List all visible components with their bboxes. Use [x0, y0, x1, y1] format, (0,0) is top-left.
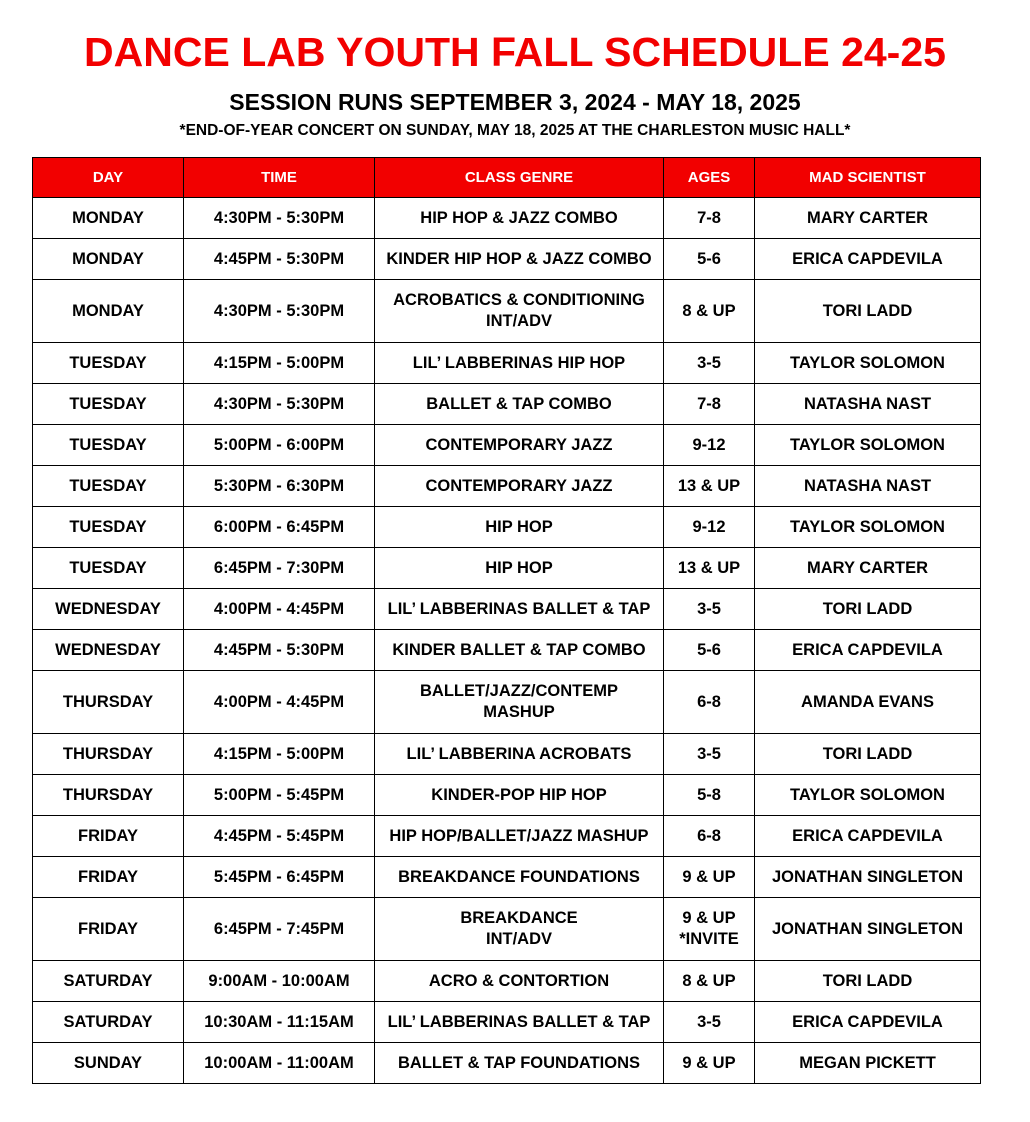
ages-cell-line: 3-5	[697, 599, 721, 618]
time-cell: 5:00PM - 5:45PM	[184, 775, 375, 816]
mad-scientist-cell: NATASHA NAST	[755, 384, 981, 425]
table-row	[33, 507, 981, 548]
mad-scientist-cell: TAYLOR SOLOMON	[755, 507, 981, 548]
day-cell: TUESDAY	[33, 548, 184, 589]
day-cell: TUESDAY	[33, 466, 184, 507]
class-genre-cell	[375, 1043, 664, 1084]
ages-cell	[664, 384, 755, 425]
ages-cell-line: 8 & UP	[682, 301, 736, 320]
class-genre-cell	[375, 589, 664, 630]
class-genre-cell-line: LIL’ LABBERINAS HIP HOP	[412, 353, 626, 372]
day-cell: FRIDAY	[33, 898, 184, 961]
time-cell: 4:45PM - 5:45PM	[184, 816, 375, 857]
time-cell: 4:45PM - 5:30PM	[184, 630, 375, 671]
table-header-row	[33, 158, 981, 198]
ages-cell	[664, 816, 755, 857]
ages-cell	[664, 280, 755, 343]
mad-scientist-cell: TORI LADD	[755, 734, 981, 775]
table-row	[33, 280, 981, 343]
class-genre-cell	[375, 548, 664, 589]
column-header-class-genre: CLASS GENRE	[375, 158, 664, 198]
day-cell: MONDAY	[33, 280, 184, 343]
ages-cell-line: 9-12	[692, 517, 726, 536]
class-genre-cell	[375, 734, 664, 775]
time-cell: 4:30PM - 5:30PM	[184, 198, 375, 239]
ages-cell	[664, 734, 755, 775]
class-genre-cell-line: MASHUP	[483, 703, 555, 721]
session-dates: SESSION RUNS SEPTEMBER 3, 2024 - MAY 18, 2025	[229, 89, 801, 115]
table-row	[33, 198, 981, 239]
mad-scientist-cell: MARY CARTER	[755, 548, 981, 589]
mad-scientist-cell: ERICA CAPDEVILA	[755, 816, 981, 857]
class-genre-cell	[375, 671, 664, 734]
table-row	[33, 466, 981, 507]
mad-scientist-cell: JONATHAN SINGLETON	[755, 898, 981, 961]
ages-cell-line: 7-8	[697, 394, 721, 413]
ages-cell	[664, 466, 755, 507]
class-genre-cell-line: KINDER HIP HOP & JAZZ COMBO	[386, 249, 652, 268]
class-genre-cell-line: ACRO & CONTORTION	[428, 971, 610, 990]
class-genre-cell	[375, 466, 664, 507]
day-cell: WEDNESDAY	[33, 630, 184, 671]
ages-cell	[664, 1002, 755, 1043]
mad-scientist-cell: TORI LADD	[755, 589, 981, 630]
time-cell: 4:30PM - 5:30PM	[184, 384, 375, 425]
class-genre-cell	[375, 343, 664, 384]
ages-cell	[664, 898, 755, 961]
time-cell: 5:45PM - 6:45PM	[184, 857, 375, 898]
time-cell: 10:30AM - 11:15AM	[184, 1002, 375, 1043]
ages-cell	[664, 630, 755, 671]
mad-scientist-cell: NATASHA NAST	[755, 466, 981, 507]
class-genre-cell	[375, 425, 664, 466]
mad-scientist-cell: JONATHAN SINGLETON	[755, 857, 981, 898]
mad-scientist-cell: MEGAN PICKETT	[755, 1043, 981, 1084]
class-genre-cell-line: KINDER BALLET & TAP COMBO	[392, 640, 646, 659]
class-genre-cell-line: HIP HOP & JAZZ COMBO	[420, 208, 618, 227]
day-cell: SATURDAY	[33, 1002, 184, 1043]
column-header-time: TIME	[184, 158, 375, 198]
time-cell: 4:15PM - 5:00PM	[184, 734, 375, 775]
table-row	[33, 1043, 981, 1084]
day-cell: TUESDAY	[33, 384, 184, 425]
ages-cell	[664, 239, 755, 280]
class-genre-cell-line: LIL’ LABBERINAS BALLET & TAP	[387, 1012, 651, 1031]
class-genre-cell-line: BALLET & TAP FOUNDATIONS	[398, 1053, 640, 1072]
table-row	[33, 239, 981, 280]
day-cell: THURSDAY	[33, 671, 184, 734]
table-row	[33, 343, 981, 384]
time-cell: 6:45PM - 7:30PM	[184, 548, 375, 589]
time-cell: 4:00PM - 4:45PM	[184, 671, 375, 734]
column-header-ages: AGES	[664, 158, 755, 198]
table-row	[33, 775, 981, 816]
time-cell: 4:15PM - 5:00PM	[184, 343, 375, 384]
time-cell: 5:00PM - 6:00PM	[184, 425, 375, 466]
table-row	[33, 548, 981, 589]
day-cell: MONDAY	[33, 198, 184, 239]
time-cell: 10:00AM - 11:00AM	[184, 1043, 375, 1084]
class-genre-cell-line: KINDER-POP HIP HOP	[431, 785, 607, 804]
table-row	[33, 384, 981, 425]
ages-cell-line: 9-12	[692, 435, 726, 454]
ages-cell	[664, 1043, 755, 1084]
day-cell: THURSDAY	[33, 734, 184, 775]
ages-cell-line: 5-6	[697, 640, 721, 659]
page-title: DANCE LAB YOUTH FALL SCHEDULE 24-25	[84, 29, 946, 75]
class-genre-cell	[375, 630, 664, 671]
table-row	[33, 961, 981, 1002]
class-genre-cell-line: HIP HOP	[485, 558, 553, 577]
class-genre-cell-line: HIP HOP	[485, 517, 553, 536]
day-cell: TUESDAY	[33, 507, 184, 548]
day-cell: THURSDAY	[33, 775, 184, 816]
ages-cell	[664, 589, 755, 630]
mad-scientist-cell: ERICA CAPDEVILA	[755, 630, 981, 671]
table-row	[33, 630, 981, 671]
ages-cell-line: 7-8	[697, 208, 721, 227]
day-cell: SUNDAY	[33, 1043, 184, 1084]
day-cell: WEDNESDAY	[33, 589, 184, 630]
mad-scientist-cell: ERICA CAPDEVILA	[755, 239, 981, 280]
class-genre-cell-line: BALLET & TAP COMBO	[426, 394, 612, 413]
schedule-body	[33, 198, 981, 1084]
concert-note: *END-OF-YEAR CONCERT ON SUNDAY, MAY 18, 2025 AT THE CHARLESTON MUSIC HALL*	[179, 122, 851, 139]
table-row	[33, 734, 981, 775]
class-genre-cell	[375, 198, 664, 239]
class-genre-cell	[375, 775, 664, 816]
ages-cell-line: 9 & UP	[682, 909, 736, 927]
day-cell: FRIDAY	[33, 816, 184, 857]
ages-cell-line: 9 & UP	[682, 867, 736, 886]
ages-cell	[664, 857, 755, 898]
class-genre-cell-line: CONTEMPORARY JAZZ	[425, 435, 613, 454]
class-genre-cell	[375, 961, 664, 1002]
ages-cell	[664, 548, 755, 589]
ages-cell-line: 6-8	[697, 692, 721, 711]
ages-cell	[664, 775, 755, 816]
time-cell: 4:00PM - 4:45PM	[184, 589, 375, 630]
ages-cell-line: 3-5	[697, 353, 721, 372]
ages-cell-line: 9 & UP	[682, 1053, 736, 1072]
ages-cell	[664, 425, 755, 466]
ages-cell	[664, 198, 755, 239]
table-row	[33, 589, 981, 630]
ages-cell	[664, 343, 755, 384]
mad-scientist-cell: TAYLOR SOLOMON	[755, 343, 981, 384]
class-genre-cell	[375, 239, 664, 280]
table-row	[33, 425, 981, 466]
mad-scientist-cell: MARY CARTER	[755, 198, 981, 239]
class-genre-cell-line: BREAKDANCE	[460, 909, 578, 927]
class-genre-cell-line: LIL’ LABBERINAS BALLET & TAP	[387, 599, 651, 618]
time-cell: 6:45PM - 7:45PM	[184, 898, 375, 961]
mad-scientist-cell: TAYLOR SOLOMON	[755, 425, 981, 466]
table-row	[33, 816, 981, 857]
ages-cell	[664, 507, 755, 548]
class-genre-cell	[375, 1002, 664, 1043]
day-cell: SATURDAY	[33, 961, 184, 1002]
mad-scientist-cell: TORI LADD	[755, 961, 981, 1002]
day-cell: MONDAY	[33, 239, 184, 280]
class-genre-cell	[375, 857, 664, 898]
time-cell: 4:30PM - 5:30PM	[184, 280, 375, 343]
day-cell: TUESDAY	[33, 343, 184, 384]
class-genre-cell-line: INT/ADV	[486, 312, 552, 330]
ages-cell-line: 3-5	[697, 1012, 721, 1031]
class-genre-cell-line: HIP HOP/BALLET/JAZZ MASHUP	[389, 826, 649, 845]
class-genre-cell	[375, 384, 664, 425]
class-genre-cell-line: BALLET/JAZZ/CONTEMP	[420, 682, 618, 700]
time-cell: 6:00PM - 6:45PM	[184, 507, 375, 548]
day-cell: FRIDAY	[33, 857, 184, 898]
ages-cell-line: 5-8	[697, 785, 721, 804]
day-cell: TUESDAY	[33, 425, 184, 466]
class-genre-cell-line: INT/ADV	[486, 930, 552, 948]
class-genre-cell	[375, 898, 664, 961]
table-row	[33, 1002, 981, 1043]
time-cell: 4:45PM - 5:30PM	[184, 239, 375, 280]
ages-cell-line: *INVITE	[679, 930, 739, 948]
class-genre-cell	[375, 507, 664, 548]
mad-scientist-cell: AMANDA EVANS	[755, 671, 981, 734]
class-genre-cell-line: ACROBATICS & CONDITIONING	[393, 291, 645, 309]
class-genre-cell-line: LIL’ LABBERINA ACROBATS	[406, 744, 632, 763]
table-row	[33, 898, 981, 961]
mad-scientist-cell: ERICA CAPDEVILA	[755, 1002, 981, 1043]
ages-cell-line: 6-8	[697, 826, 721, 845]
class-genre-cell	[375, 280, 664, 343]
mad-scientist-cell: TAYLOR SOLOMON	[755, 775, 981, 816]
class-genre-cell	[375, 816, 664, 857]
ages-cell	[664, 671, 755, 734]
ages-cell-line: 13 & UP	[677, 558, 741, 577]
ages-cell	[664, 961, 755, 1002]
time-cell: 9:00AM - 10:00AM	[184, 961, 375, 1002]
ages-cell-line: 8 & UP	[682, 971, 736, 990]
table-row	[33, 857, 981, 898]
time-cell: 5:30PM - 6:30PM	[184, 466, 375, 507]
ages-cell-line: 13 & UP	[677, 476, 741, 495]
class-genre-cell-line: BREAKDANCE FOUNDATIONS	[398, 867, 640, 886]
ages-cell-line: 3-5	[697, 744, 721, 763]
table-row	[33, 671, 981, 734]
class-genre-cell-line: CONTEMPORARY JAZZ	[425, 476, 613, 495]
ages-cell-line: 5-6	[697, 249, 721, 268]
schedule-table	[32, 157, 981, 1084]
mad-scientist-cell: TORI LADD	[755, 280, 981, 343]
column-header-mad-scientist: MAD SCIENTIST	[755, 158, 981, 198]
column-header-day: DAY	[33, 158, 184, 198]
